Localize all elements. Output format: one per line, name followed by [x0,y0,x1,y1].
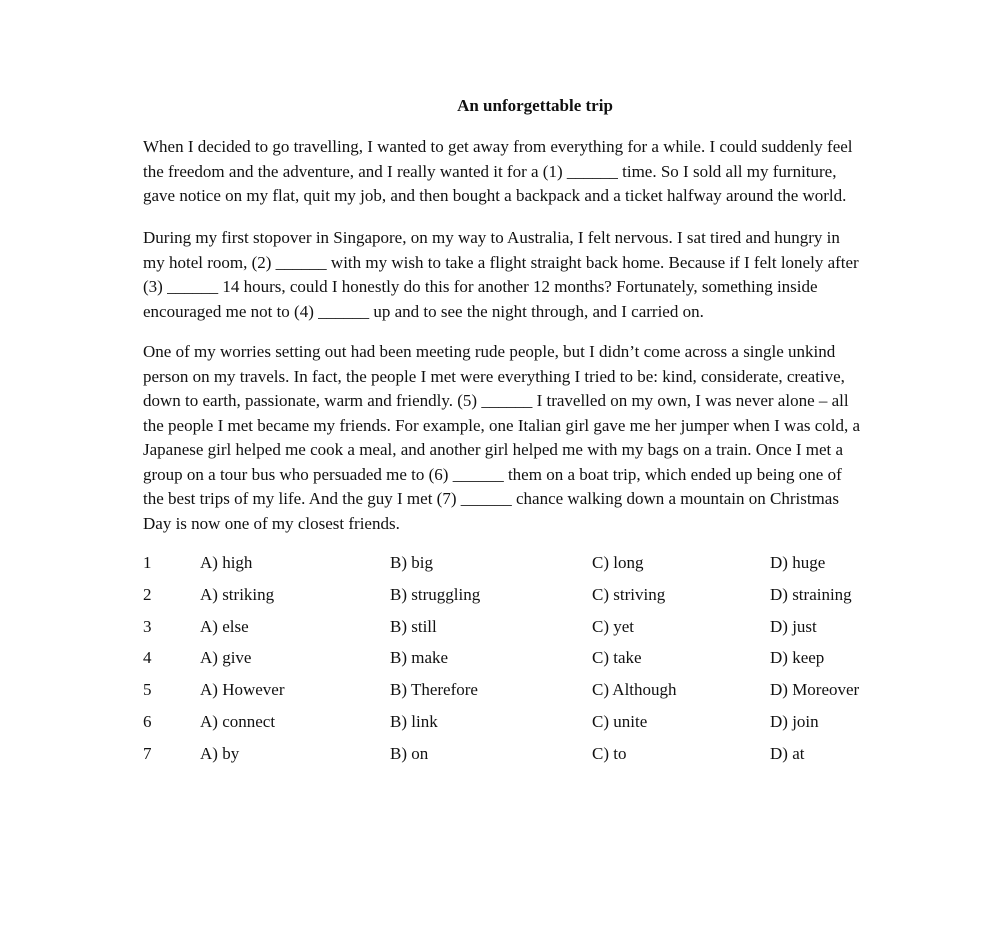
text-line: One of my worries setting out had been meeting rude people, but I didn’t come across a single unkind [143,342,836,361]
option-a: A) connect [200,711,276,731]
option-c: C) take [592,648,642,668]
option-b: B) on [390,743,429,763]
question-number: 1 [143,553,152,572]
text-line: down to earth, passionate, warm and friendly. (5) ______ I travelled on my own, I was never alone – all [143,391,849,410]
text-line: my hotel room, (2) ______ with my wish to take a flight straight back home. Because if I felt lonely after [143,252,859,272]
option-c: C) long [592,553,644,572]
option-d: D) huge [770,553,826,572]
option-d: D) just [770,616,817,636]
option-c: C) Although [592,680,677,700]
option-d: D) Moreover [770,680,860,700]
question-row-5 [143,678,943,710]
option-d: D) at [770,743,805,763]
question-row-4 [143,646,943,678]
text-line: the freedom and the adventure, and I really wanted it for a (1) ______ time. So I sold all my furniture, [143,161,837,181]
question-row-3 [143,615,943,647]
option-a: A) However [200,680,285,700]
paragraph-1 [143,135,933,209]
question-number: 3 [143,616,152,636]
text-line: Japanese girl helped me cook a meal, and another girl helped me with my bags on a train. Once I met a [143,440,844,459]
text-line: Day is now one of my closest friends. [143,513,400,533]
paragraph-3 [143,340,933,536]
text-line: the people I met became my friends. For example, one Italian girl gave me her jumper when I was cold, a [143,415,861,435]
question-number: 7 [143,743,152,763]
option-b: B) still [390,616,437,636]
option-b: B) struggling [390,584,481,604]
option-d: D) join [770,711,819,731]
text-line: encouraged me not to (4) ______ up and to see the night through, and I carried on. [143,301,704,321]
option-a: A) by [200,743,240,763]
text-line: When I decided to go travelling, I wanted to get away from everything for a while. I could suddenly feel [143,137,853,156]
option-b: B) link [390,711,438,731]
option-c: C) to [592,743,627,763]
question-row-7 [143,742,943,774]
option-a: A) high [200,553,253,572]
option-b: B) big [390,553,433,572]
option-d: D) keep [770,648,825,668]
option-b: B) Therefore [390,680,478,700]
option-a: A) striking [200,584,275,604]
option-c: C) unite [592,711,648,731]
text-line: (3) ______ 14 hours, could I honestly do this for another 12 months? Fortunately, something inside [143,277,818,296]
paragraph-2 [143,226,933,324]
option-b: B) make [390,648,449,668]
text-line: person on my travels. In fact, the people I met were everything I tried to be: kind, considerate, creative, [143,366,845,386]
option-c: C) yet [592,616,635,636]
text-line: group on a tour bus who persuaded me to (6) ______ them on a boat trip, which ended up being one of [143,464,842,484]
question-number: 4 [143,648,152,668]
text-line: the best trips of my life. And the guy I met (7) ______ chance walking down a mountain on Christmas [143,489,839,508]
option-a: A) give [200,648,252,668]
question-number: 5 [143,680,152,700]
text-line: During my first stopover in Singapore, on my way to Australia, I felt nervous. I sat tired and hungry in [143,228,840,247]
question-row-6 [143,710,943,742]
question-number: 2 [143,584,152,604]
option-a: A) else [200,616,249,636]
text-line: gave notice on my flat, quit my job, and then bought a backpack and a ticket halfway around the world. [143,186,847,205]
option-d: D) straining [770,584,852,604]
question-row-2 [143,583,943,615]
question-row-1 [143,551,943,583]
option-c: C) striving [592,584,666,604]
question-number: 6 [143,711,152,731]
page-title: An unforgettable trip [457,96,613,115]
answer-options-table [143,551,943,774]
